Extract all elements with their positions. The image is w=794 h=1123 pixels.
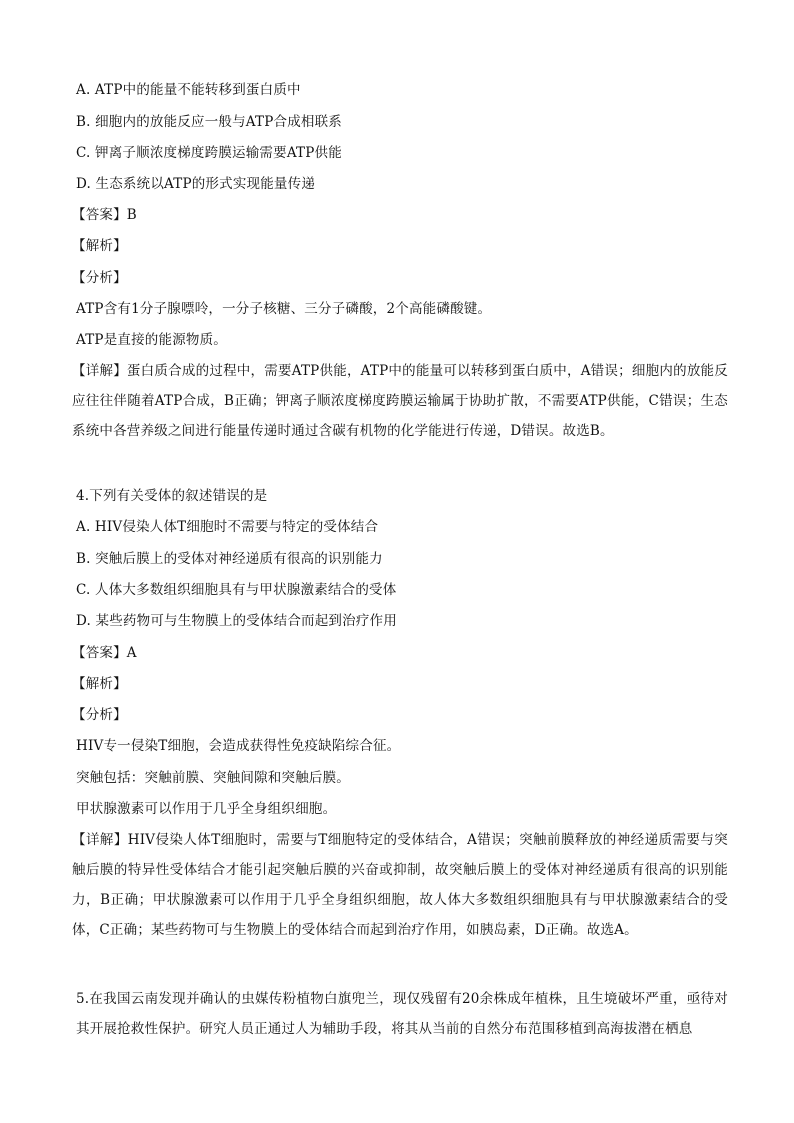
q3-option-b: B. 细胞内的放能反应一般与ATP合成相联系	[76, 114, 343, 130]
q3-detail: 【详解】蛋白质合成的过程中，需要ATP供能，ATP中的能量可以转移到蛋白质中，A错误；细胞内的放能反应往往伴随着ATP合成，B正确；钾离子顺浓度梯度跨膜运输属于协助扩散，不需要ATP供能，C错误；生态系统中各营养级之间进行能量传递时通过含碳有机物的化学能进行传递，D错误。故选B。	[72, 363, 728, 439]
q3-option-a: A. ATP中的能量不能转移到蛋白质中	[76, 82, 301, 98]
q3-fenxi-heading: 【分析】	[72, 270, 127, 286]
q3-option-d: D. 生态系统以ATP的形式实现能量传递	[76, 176, 316, 192]
q4-title: 4.下列有关受体的叙述错误的是	[76, 488, 268, 504]
q4-analysis-3: 甲状腺激素可以作用于几乎全身组织细胞。	[76, 801, 337, 817]
q4-option-d: D. 某些药物可与生物膜上的受体结合而起到治疗作用	[76, 613, 397, 629]
q4-option-a: A. HIV侵染人体T细胞时不需要与特定的受体结合	[76, 519, 379, 535]
q3-answer: 【答案】B	[72, 207, 137, 223]
q4-option-b: B. 突触后膜上的受体对神经递质有很高的识别能力	[76, 551, 383, 567]
q4-answer: 【答案】A	[72, 645, 137, 661]
q5-title: 5.在我国云南发现并确认的虫媒传粉植物白旗兜兰，现仅残留有20余株成年植株，且生境破坏严重，亟待对其开展抢救性保护。研究人员正通过人为辅助手段，将其从当前的自然分布范围移植到高海拔潜在栖息	[76, 991, 728, 1037]
q4-fenxi-heading: 【分析】	[72, 707, 127, 723]
q4-jiexi-heading: 【解析】	[72, 676, 127, 692]
q4-option-c: C. 人体大多数组织细胞具有与甲状腺激素结合的受体	[76, 582, 397, 598]
q4-analysis-1: HIV专一侵染T细胞，会造成获得性免疫缺陷综合征。	[76, 738, 401, 754]
q3-analysis-1: ATP含有1分子腺嘌呤，一分子核糖、三分子磷酸，2个高能磷酸键。	[76, 301, 492, 317]
q3-jiexi-heading: 【解析】	[72, 238, 127, 254]
q4-detail: 【详解】HIV侵染人体T细胞时，需要与T细胞特定的受体结合，A错误；突触前膜释放的神经递质需要与突触后膜的特异性受体结合才能引起突触后膜的兴奋或抑制，故突触后膜上的受体对神经递质有很高的识别能力，B正确；甲状腺激素可以作用于几乎全身组织细胞，故人体大多数组织细胞具有与甲状腺激素结合的受体，C正确；某些药物可与生物膜上的受体结合而起到治疗作用，如胰岛素，D正确。故选A。	[72, 832, 728, 938]
q3-option-c: C. 钾离子顺浓度梯度跨膜运输需要ATP供能	[76, 145, 342, 161]
q4-analysis-2: 突触包括：突触前膜、突触间隙和突触后膜。	[76, 770, 350, 786]
q3-analysis-2: ATP是直接的能源物质。	[76, 332, 227, 348]
